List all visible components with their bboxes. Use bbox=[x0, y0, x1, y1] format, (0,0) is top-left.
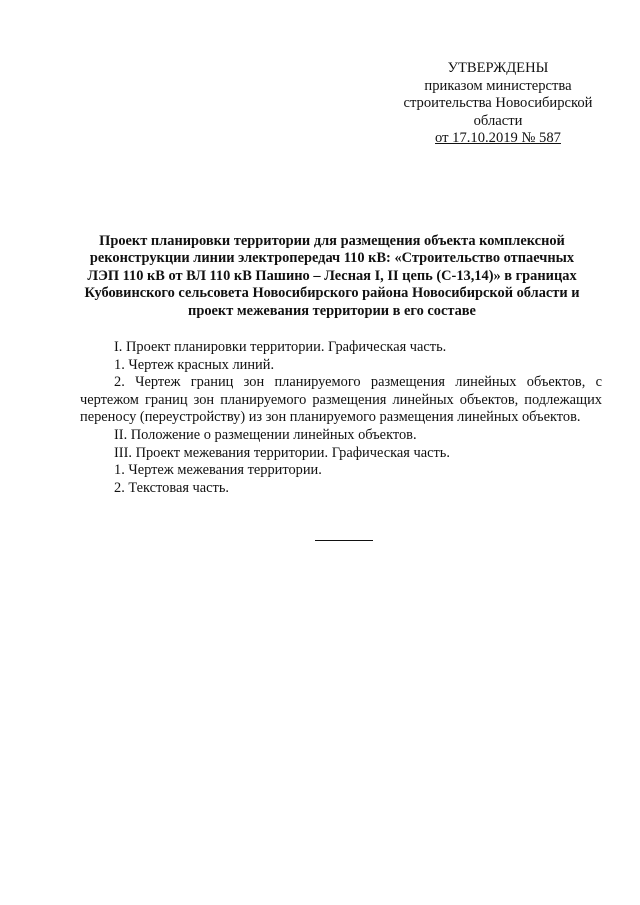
contents-list bbox=[80, 339, 602, 497]
approval-heading: УТВЕРЖДЕНЫ bbox=[447, 60, 549, 76]
list-item: II. Положение о размещении линейных объектов. bbox=[114, 426, 417, 443]
approval-stamp bbox=[380, 60, 616, 148]
list-item bbox=[80, 374, 602, 427]
list-item: III. Проект межевания территории. Графическая часть. bbox=[114, 444, 450, 461]
document-title bbox=[72, 233, 592, 320]
approval-region-line: области bbox=[473, 112, 523, 129]
title-line: реконструкции линии электропередач 110 кВ: «Строительство отпаечных bbox=[89, 250, 575, 267]
title-line: ЛЭП 110 кВ от ВЛ 110 кВ Пашино – Лесная I, II цепь (С-13,14)» в границах bbox=[87, 267, 577, 284]
list-item: 2. Текстовая часть. bbox=[114, 479, 230, 496]
title-line: Проект планировки территории для размещения объекта комплексной bbox=[99, 233, 565, 249]
list-item-line: 2. Чертеж границ зон планируемого размещения линейных объектов, с bbox=[114, 374, 602, 391]
closing-divider bbox=[315, 540, 373, 541]
list-item-line: переносу (переустройству) из зон планируемого размещения линейных объектов. bbox=[80, 409, 581, 426]
list-item: 1. Чертеж красных линий. bbox=[114, 356, 275, 373]
approval-order-line: приказом министерства bbox=[424, 77, 572, 94]
title-line: проект межевания территории в его составе bbox=[188, 302, 476, 319]
list-item: I. Проект планировки территории. Графическая часть. bbox=[114, 339, 447, 355]
list-item: 1. Чертеж межевания территории. bbox=[114, 462, 322, 479]
approval-ministry-line: строительства Новосибирской bbox=[403, 95, 593, 112]
list-item-line: чертежом границ зон планируемого размещения линейных объектов, подлежащих bbox=[80, 391, 602, 408]
approval-date-number: от 17.10.2019 № 587 bbox=[435, 130, 561, 147]
title-line: Кубовинского сельсовета Новосибирского района Новосибирской области и bbox=[84, 285, 580, 302]
